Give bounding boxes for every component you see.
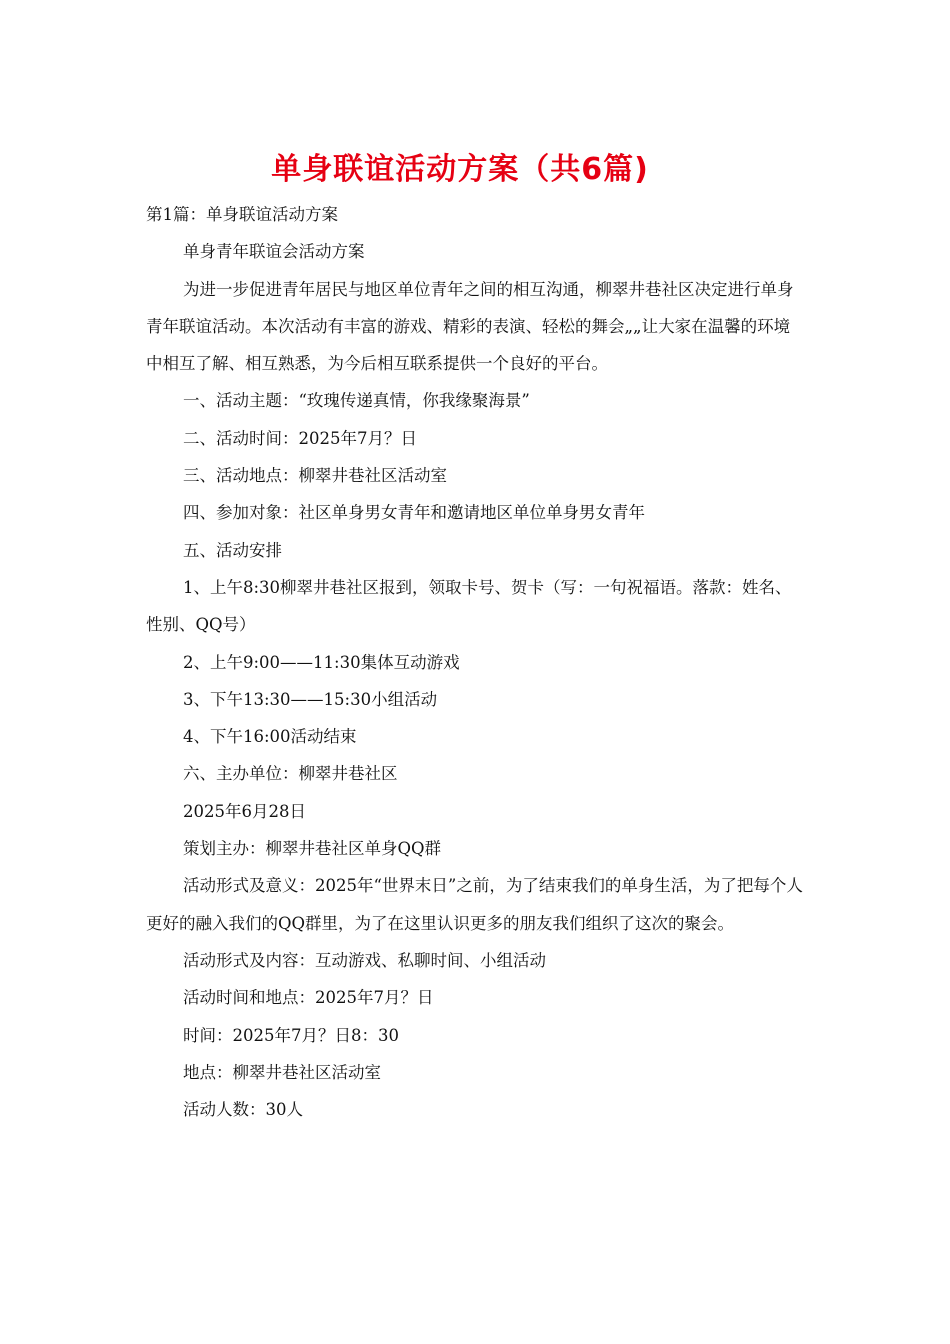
document-title: 单身联谊活动方案（共6篇) bbox=[271, 152, 649, 187]
paragraph: 活动形式及内容：互动游戏、私聊时间、小组活动 bbox=[183, 950, 546, 970]
paragraph: 1、上午8:30柳翠井巷社区报到，领取卡号、贺卡（写：一句祝福语。落款：姓名、性别、QQ号） bbox=[146, 577, 792, 635]
paragraph: 活动时间和地点：2025年7月？日 bbox=[183, 988, 434, 1008]
paragraph: 五、活动安排 bbox=[183, 540, 282, 560]
paragraph: 时间：2025年7月？日8：30 bbox=[183, 1025, 399, 1045]
document-body bbox=[146, 196, 806, 1128]
paragraph: 3、下午13:30——15:30小组活动 bbox=[183, 689, 438, 709]
paragraph: 四、参加对象：社区单身男女青年和邀请地区单位单身男女青年 bbox=[183, 503, 645, 523]
paragraph: 为进一步促进青年居民与地区单位青年之间的相互沟通，柳翠井巷社区决定进行单身青年联谊活动。本次活动有丰富的游戏、精彩的表演、轻松的舞会„„让大家在温馨的环境中相互了解、相互熟悉，为今后相互联系提供一个良好的平台。 bbox=[146, 279, 794, 374]
paragraph: 2025年6月28日 bbox=[183, 801, 306, 821]
paragraph: 二、活动时间：2025年7月？日 bbox=[183, 428, 417, 448]
paragraph: 六、主办单位：柳翠井巷社区 bbox=[183, 764, 398, 784]
paragraph: 一、活动主题：“玫瑰传递真情，你我缘聚海景” bbox=[183, 391, 530, 411]
paragraph: 策划主办：柳翠井巷社区单身QQ群 bbox=[183, 839, 442, 859]
paragraph: 活动形式及意义：2025年“世界末日”之前，为了结束我们的单身生活，为了把每个人更好的融入我们的QQ群里，为了在这里认识更多的朋友我们组织了这次的聚会。 bbox=[146, 876, 803, 933]
paragraph: 三、活动地点：柳翠井巷社区活动室 bbox=[183, 466, 447, 486]
paragraph: 4、下午16:00活动结束 bbox=[183, 727, 357, 747]
paragraph: 单身青年联谊会活动方案 bbox=[183, 242, 365, 262]
paragraph: 活动人数：30人 bbox=[183, 1100, 303, 1120]
paragraph: 第1篇：单身联谊活动方案 bbox=[146, 205, 338, 224]
paragraph: 地点：柳翠井巷社区活动室 bbox=[183, 1062, 381, 1082]
paragraph: 2、上午9:00——11:30集体互动游戏 bbox=[183, 652, 460, 672]
